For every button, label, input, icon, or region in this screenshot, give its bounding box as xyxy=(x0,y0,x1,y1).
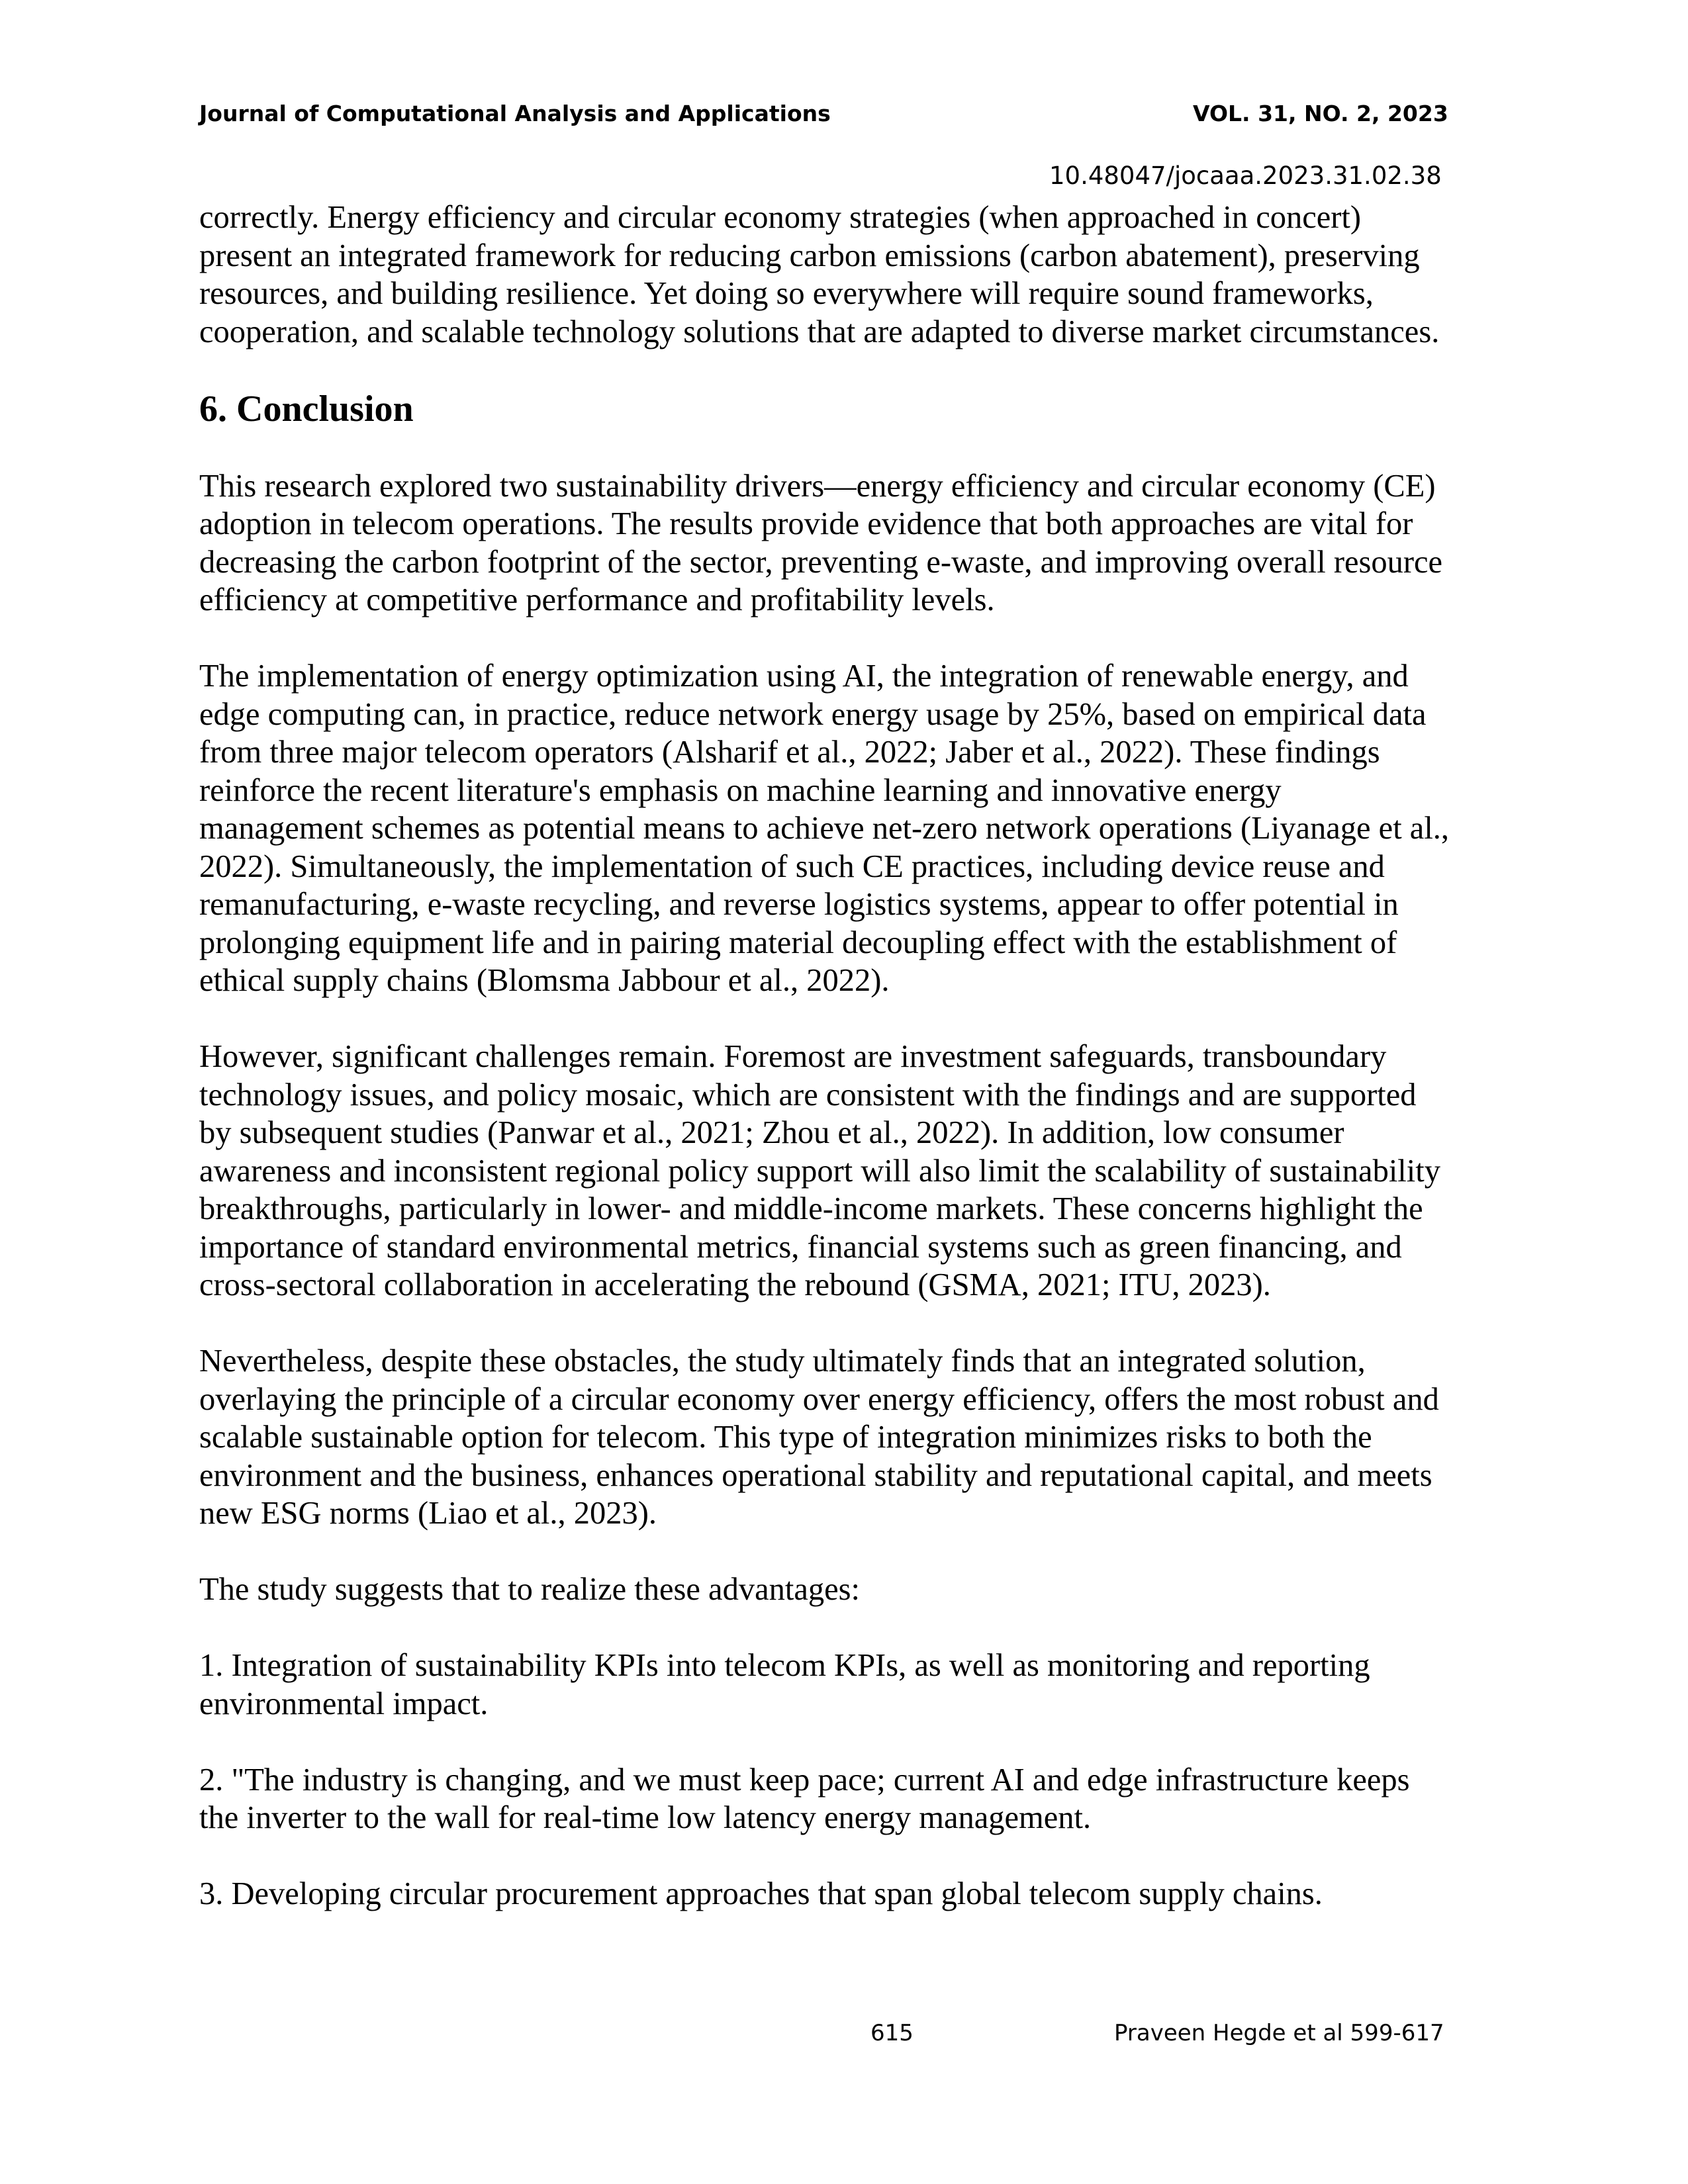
text-line: remanufacturing, e-waste recycling, and reverse logistics systems, appear to offer potential in xyxy=(199,887,1399,922)
text-line: adoption in telecom operations. The results provide evidence that both approaches are vital for xyxy=(199,506,1413,541)
text-line: Nevertheless, despite these obstacles, the study ultimately finds that an integrated solution, xyxy=(199,1343,1366,1379)
volume-info: VOL. 31, NO. 2, 2023 xyxy=(1193,101,1448,126)
text-line: resources, and building resilience. Yet doing so everywhere will require sound frameworks, xyxy=(199,276,1374,311)
paragraph-1 xyxy=(199,467,1523,619)
journal-title: Journal of Computational Analysis and Applications xyxy=(199,101,831,126)
text-line: This research explored two sustainability drivers—energy efficiency and circular economy (CE) xyxy=(199,468,1436,504)
doi: 10.48047/jocaaa.2023.31.02.38 xyxy=(1049,161,1442,190)
text-line: decreasing the carbon footprint of the sector, preventing e-waste, and improving overall resource xyxy=(199,544,1443,580)
text-line: present an integrated framework for reducing carbon emissions (carbon abatement), preserving xyxy=(199,238,1420,273)
text-line: scalable sustainable option for telecom. This type of integration minimizes risks to both the xyxy=(199,1420,1372,1455)
text-line: environmental impact. xyxy=(199,1686,489,1721)
text-line: technology issues, and policy mosaic, which are consistent with the findings and are supported xyxy=(199,1077,1417,1113)
text-line: ethical supply chains (Blomsma Jabbour et al., 2022). xyxy=(199,963,890,998)
list-item-1 xyxy=(199,1647,1523,1723)
text-line: 3. Developing circular procurement approaches that span global telecom supply chains. xyxy=(199,1876,1323,1911)
text-line: However, significant challenges remain. Foremost are investment safeguards, transboundary xyxy=(199,1039,1387,1074)
list-item-2 xyxy=(199,1761,1523,1837)
text-line: 2022). Simultaneously, the implementation of such CE practices, including device reuse and xyxy=(199,848,1385,884)
text-line: the inverter to the wall for real-time low latency energy management. xyxy=(199,1800,1092,1835)
body-text xyxy=(199,199,1523,1951)
text-line: cooperation, and scalable technology solutions that are adapted to diverse market circumstances. xyxy=(199,314,1440,349)
author-page-range: Praveen Hegde et al 599-617 xyxy=(1114,2020,1444,2046)
paragraph-intro xyxy=(199,199,1523,351)
text-line: awareness and inconsistent regional policy support will also limit the scalability of sustainability xyxy=(199,1153,1440,1189)
text-line: from three major telecom operators (Alsharif et al., 2022; Jaber et al., 2022). These findings xyxy=(199,735,1380,770)
list-item-3 xyxy=(199,1875,1523,1913)
text-line: correctly. Energy efficiency and circular economy strategies (when approached in concert) xyxy=(199,200,1362,235)
text-line: edge computing can, in practice, reduce network energy usage by 25%, based on empirical data xyxy=(199,696,1427,732)
text-line: efficiency at competitive performance and profitability levels. xyxy=(199,582,995,617)
text-line: new ESG norms (Liao et al., 2023). xyxy=(199,1496,657,1531)
text-line: The study suggests that to realize these advantages: xyxy=(199,1572,860,1607)
text-line: environment and the business, enhances operational stability and reputational capital, and meets xyxy=(199,1457,1432,1493)
text-line: 1. Integration of sustainability KPIs into telecom KPIs, as well as monitoring and reporting xyxy=(199,1648,1370,1683)
page-number: 615 xyxy=(870,2020,914,2046)
paragraph-4 xyxy=(199,1342,1523,1533)
text-line: The implementation of energy optimization using AI, the integration of renewable energy, and xyxy=(199,659,1409,694)
text-line: 2. "The industry is changing, and we must keep pace; current AI and edge infrastructure keeps xyxy=(199,1762,1410,1797)
text-line: overlaying the principle of a circular economy over energy efficiency, offers the most robust and xyxy=(199,1381,1439,1417)
section-heading: 6. Conclusion xyxy=(199,388,414,430)
paragraph-5 xyxy=(199,1570,1523,1609)
text-line: reinforce the recent literature's emphasis on machine learning and innovative energy xyxy=(199,772,1282,808)
text-line: management schemes as potential means to achieve net-zero network operations (Liyanage et al., xyxy=(199,811,1450,846)
text-line: cross-sectoral collaboration in accelerating the rebound (GSMA, 2021; ITU, 2023). xyxy=(199,1267,1271,1302)
paragraph-3 xyxy=(199,1038,1523,1304)
text-line: importance of standard environmental metrics, financial systems such as green financing, and xyxy=(199,1229,1402,1265)
text-line: by subsequent studies (Panwar et al., 2021; Zhou et al., 2022). In addition, low consumer xyxy=(199,1115,1344,1150)
text-line: breakthroughs, particularly in lower- and middle-income markets. These concerns highlight the xyxy=(199,1191,1423,1226)
paragraph-2 xyxy=(199,657,1523,1000)
text-line: prolonging equipment life and in pairing material decoupling effect with the establishment of xyxy=(199,925,1397,960)
